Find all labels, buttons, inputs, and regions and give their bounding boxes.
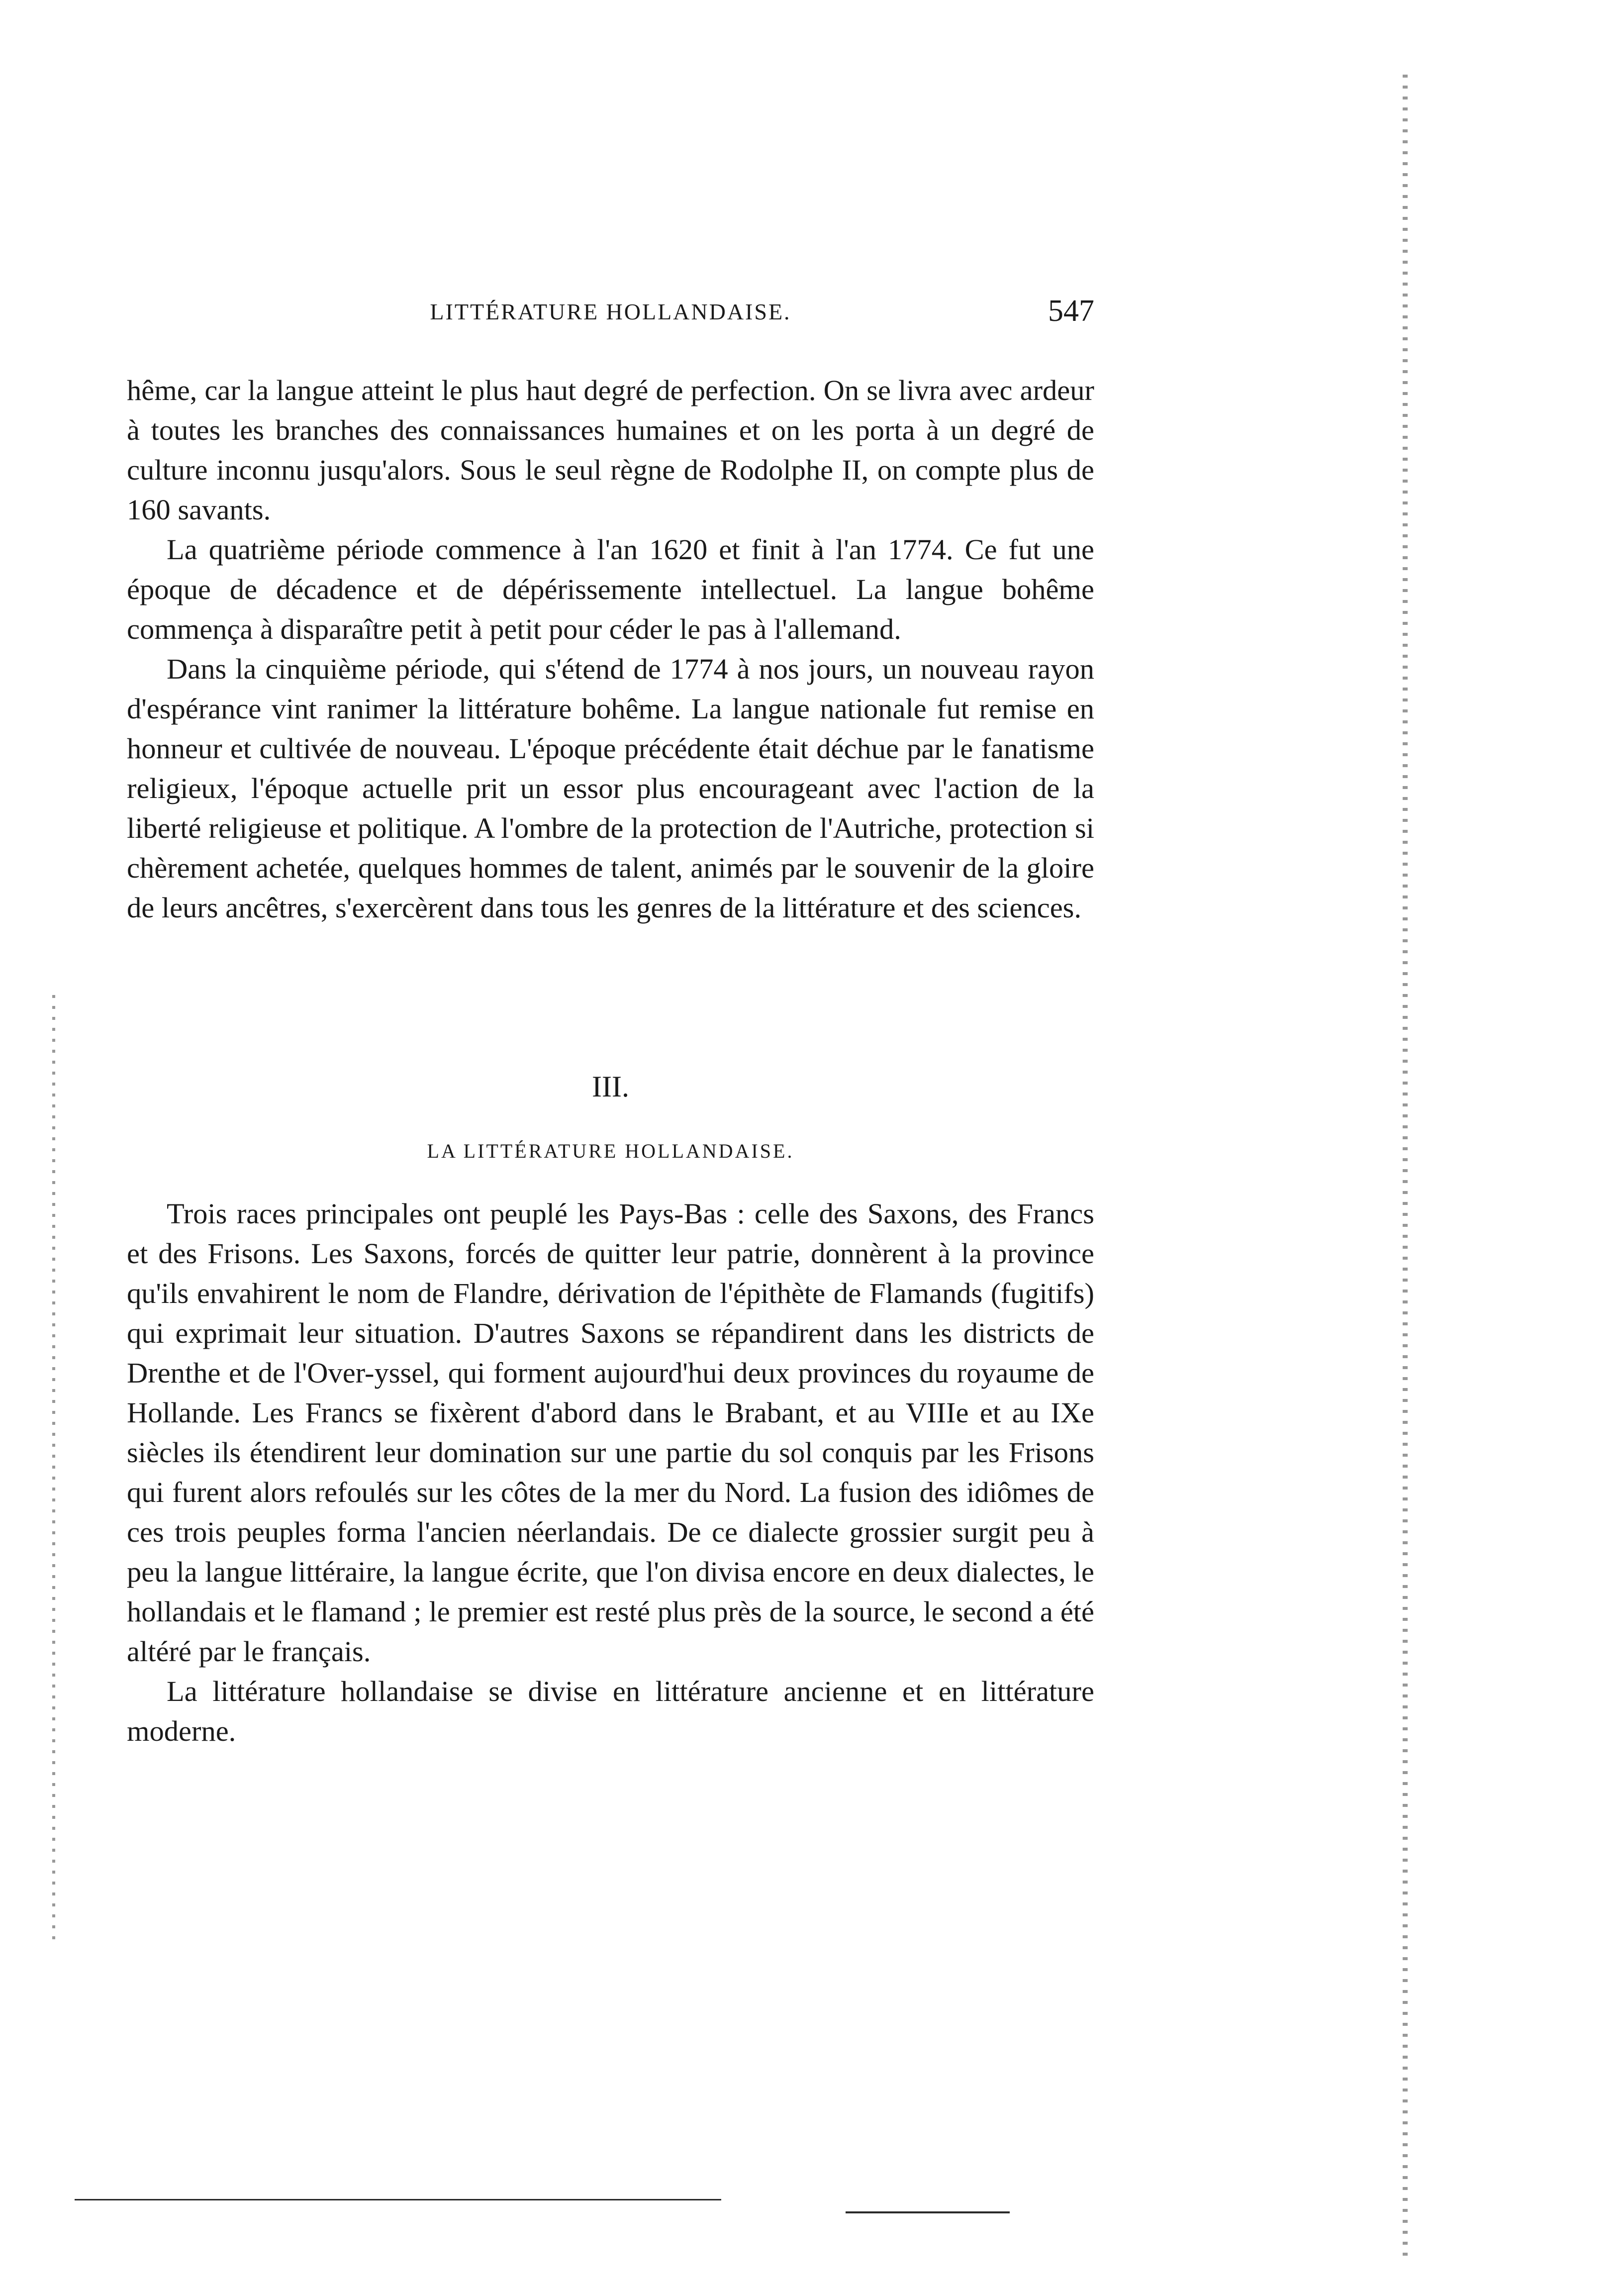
page-header xyxy=(127,294,1094,333)
paragraph-fifth-period: Dans la cinquième période, qui s'étend de 1774 à nos jours, un nouveau rayon d'espérance vint ranimer la littérature bohême. La langue nationale fut remise en honneur et cultivée de nouveau. L'époque précédente était déchue par le fanatisme religieux, l'époque actuelle prit un essor plus encourageant avec l'action de la liberté religieuse et politique. A l'ombre de la protection de l'Autriche, protection si chèrement achetée, quelques hommes de talent, animés par le souvenir de la gloire de leurs ancêtres, s'exercèrent dans tous les genres de la littérature et des sciences. xyxy=(127,653,1094,924)
section-text xyxy=(127,1194,1094,1751)
paragraph-fourth-period: La quatrième période commence à l'an 1620 et finit à l'an 1774. Ce fut une époque de décadence et de dépérissemente intellectuel. La langue bohême commença à disparaître petit à petit pour céder le pas à l'allemand. xyxy=(127,533,1094,645)
paragraph-continued: hême, car la langue atteint le plus haut degré de perfection. On se livra avec ardeur à toutes les branches des connaissances humaines et on les porta à un degré de culture inconnu jusqu'alors. Sous le seul règne de Rodolphe II, on compte plus de 160 savants. xyxy=(127,374,1094,526)
bottom-rule-right xyxy=(846,2211,1010,2213)
section-heading: LA LITTÉRATURE HOLLANDAISE. xyxy=(427,1140,794,1162)
scan-edge-marks xyxy=(1403,75,1408,2264)
body-text xyxy=(127,371,1094,928)
scan-edge-marks-left xyxy=(52,995,55,1940)
bottom-rule-left xyxy=(75,2199,721,2200)
section-number: III. xyxy=(592,1070,629,1103)
running-title: LITTÉRATURE HOLLANDAISE. xyxy=(430,299,791,324)
paragraph-divisions: La littérature hollandaise se divise en littérature ancienne et en littérature moderne. xyxy=(127,1675,1094,1747)
page-number: 547 xyxy=(1048,294,1094,328)
paragraph-three-races: Trois races principales ont peuplé les Pays-Bas : celle des Saxons, des Francs et des Frisons. Les Saxons, forcés de quitter leur patrie, donnèrent à la province qu'ils envahirent le nom de Flandre, dérivation de l'épithète de Flamands (fugitifs) qui exprimait leur situation. D'autres Saxons se répandirent dans les districts de Drenthe et de l'Over-yssel, qui forment aujourd'hui deux provinces du royaume de Hollande. Les Francs se fixèrent d'abord dans le Brabant, et au VIIIe et au IXe siècles ils étendirent leur domination sur une partie du sol conquis par les Frisons qui furent alors refoulés sur les côtes de la mer du Nord. La fusion des idiômes de ces trois peuples forma l'ancien néerlandais. De ce dialecte grossier surgit peu à peu la langue littéraire, la langue écrite, que l'on divisa encore en deux dialectes, le hollandais et le flamand ; le premier est resté plus près de la source, le second a été altéré par le français. xyxy=(127,1197,1094,1668)
